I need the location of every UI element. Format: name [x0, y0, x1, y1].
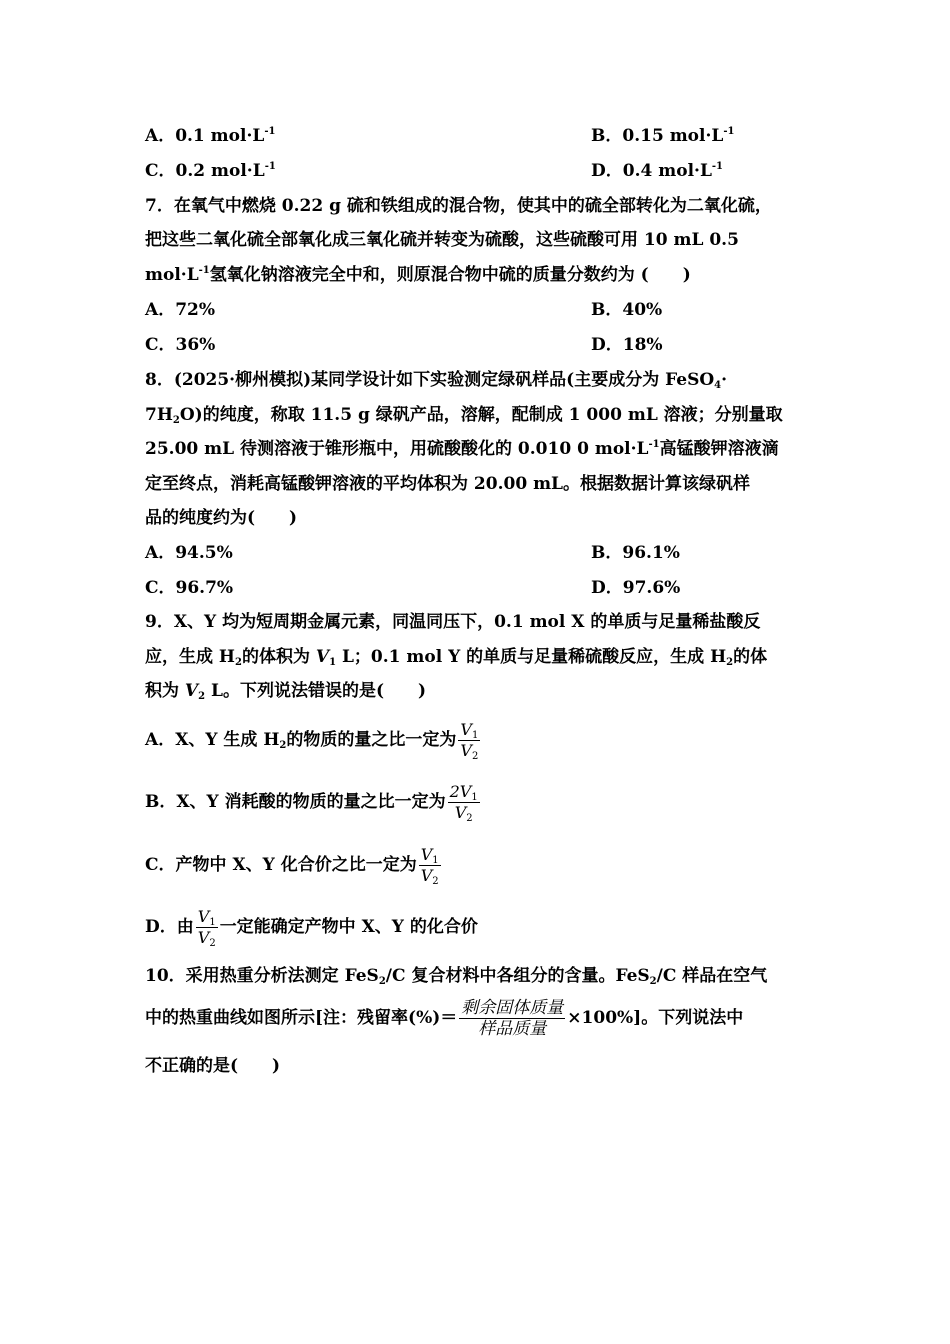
- fraction-v1-over-v2: $\frac{V_1}{V_2}$: [420, 845, 439, 887]
- q6-option-d: D．0.4 $mol\cdot L^{-1}$: [591, 161, 724, 181]
- q9-option-d: D．由 $\frac{V_1}{V_2}$ 一定能确定产物中 X、Y 的化合价: [145, 907, 478, 949]
- q8-option-a: A．94.5%: [145, 543, 233, 563]
- fraction-residual-mass-over-sample-mass: $\frac{\text{剩余固体质量}}{\text{样品质量}}$: [461, 998, 564, 1039]
- q7-stem-line-3: $mol\cdot L^{-1}$氢氧化钠溶液完全中和，则原混合物中硫的质量分数约为 ( ): [145, 265, 691, 285]
- fraction-v1-over-v2: $\frac{V_1}{V_2}$: [197, 907, 216, 949]
- q7-stem-line-1: 7．在氧气中燃烧 0.22 g 硫和铁组成的混合物，使其中的硫全部转化为二氧化硫，: [145, 196, 772, 216]
- fraction-2v1-over-v2: $\frac{2V_1}{V_2}$: [449, 782, 478, 824]
- q9-option-c: C．产物中 X、Y 化合价之比一定为 $\frac{V_1}{V_2}$: [145, 845, 439, 887]
- q7-option-row-2: [145, 333, 663, 357]
- q8-option-c: C．96.7%: [145, 578, 234, 598]
- q8-option-row-1: [145, 541, 680, 565]
- q9-option-a: A．X、Y 生成 $H_2$的物质的量之比一定为 $\frac{V_1}{V_2}$: [145, 720, 479, 762]
- q9-stem-line-3: 积为 $V_2$ L。下列说法错误的是( ): [145, 681, 427, 702]
- q6-option-c: C．0.2 $mol\cdot L^{-1}$: [145, 161, 276, 181]
- q7-option-row-1: [145, 298, 663, 322]
- q7-option-c: C．36%: [145, 335, 216, 355]
- q6-option-a: A．0.1 $mol\cdot L^{-1}$: [145, 126, 276, 146]
- q8-stem-line-4: 定至终点，消耗高锰酸钾溶液的平均体积为 20.00 mL。根据数据计算该绿矾样: [145, 474, 751, 494]
- q7-option-a: A．72%: [145, 300, 216, 320]
- q8-option-b: B．96.1%: [591, 543, 680, 563]
- q10-stem-line-3: 不正确的是( ): [145, 1056, 281, 1076]
- q6-option-row-1: [145, 124, 735, 148]
- q10-stem-line-1: 10．采用热重分析法测定 FeS$_2$/C 复合材料中各组分的含量。FeS$_2$/C 样品在空气: [145, 966, 768, 987]
- q6-option-b: B．0.15 $mol\cdot L^{-1}$: [591, 126, 735, 146]
- q7-option-b: B．40%: [591, 300, 663, 320]
- q10-stem-line-2: 中的热重曲线如图所示[注：残留率(%)＝ $\frac{\text{剩余固体质量}}{\text{样品质量}}$ ×100%]。下列说法中: [145, 998, 744, 1039]
- q8-stem-line-5: 品的纯度约为( ): [145, 508, 298, 528]
- q7-option-d: D．18%: [591, 335, 663, 355]
- q7-stem-line-2: 把这些二氧化硫全部氧化成三氧化硫并转变为硫酸，这些硫酸可用 10 mL 0.5: [145, 230, 739, 250]
- q8-stem-line-3: 25.00 mL 待测溶液于锥形瓶中，用硫酸酸化的 0.010 0 $mol\cdot L^{-1}$高锰酸钾溶液滴: [145, 439, 779, 459]
- q6-option-row-2: [145, 159, 724, 183]
- q8-stem-line-1: 8．(2025·柳州模拟)某同学设计如下实验测定绿矾样品(主要成分为 FeSO$_4$·: [145, 370, 728, 391]
- q9-option-b: B．X、Y 消耗酸的物质的量之比一定为 $\frac{2V_1}{V_2}$: [145, 782, 478, 824]
- fraction-v1-over-v2: $\frac{V_1}{V_2}$: [460, 720, 479, 762]
- q8-stem-line-2: $7H_2O$)的纯度，称取 11.5 g 绿矾产品，溶解，配制成 1 000 mL 溶液；分别量取: [145, 405, 783, 426]
- q8-option-d: D．97.6%: [591, 578, 681, 598]
- q8-option-row-2: [145, 576, 681, 600]
- q9-stem-line-1: 9．X、Y 均为短周期金属元素，同温同压下，0.1 mol X 的单质与足量稀盐酸反: [145, 612, 761, 632]
- q9-stem-line-2: 应，生成 $H_2$的体积为 $V_1$ L；0.1 mol Y 的单质与足量稀硫酸反应，生成 $H_2$的体: [145, 647, 768, 668]
